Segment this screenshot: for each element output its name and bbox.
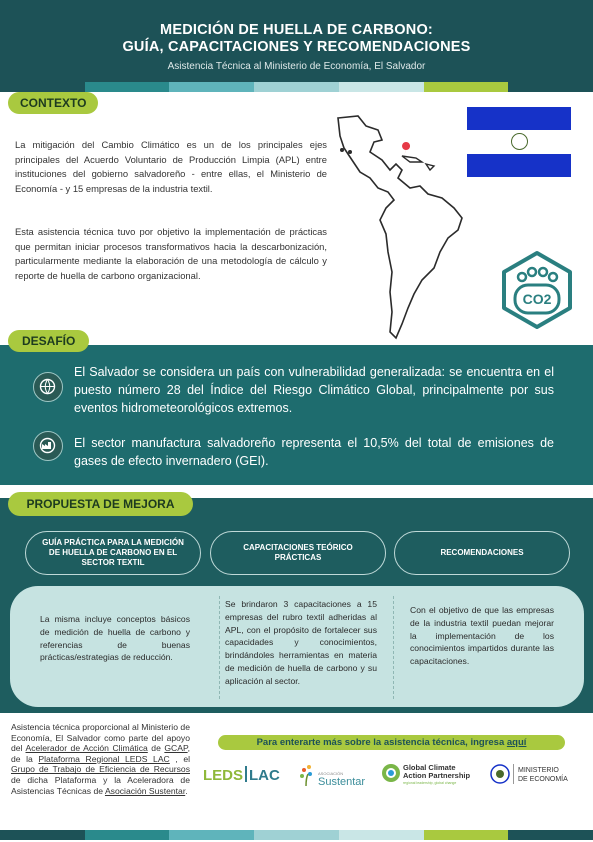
column-text-guia: La misma incluye conceptos básicos de medición de huella de carbono y referencias de buenas prácticas/estrategias de reducción. — [40, 614, 190, 663]
section-label-desafio: DESAFÍO — [8, 330, 89, 352]
section-label-propuesta: PROPUESTA DE MEJORA — [8, 492, 193, 516]
el-salvador-flag — [467, 107, 571, 177]
co2-label: CO2 — [522, 291, 552, 307]
column-heading-capacitaciones: CAPACITACIONES TEÓRICO PRÁCTICAS — [210, 531, 386, 575]
desafio-point-1: El Salvador se considera un país con vulnerabilidad generalizada: se encuentra en el puesto número 28 del Índice del Riesgo Climático Global, principalmente por sus eventos hidrometeorológicos extremos. — [74, 365, 554, 415]
gcap-logo — [380, 760, 480, 790]
ministerio-economia-logo — [489, 760, 581, 790]
page-subtitle: Asistencia Técnica al Ministerio de Economía, El Salvador — [167, 61, 426, 72]
section-label-contexto: CONTEXTO — [8, 92, 98, 114]
sustentar-logo — [296, 760, 366, 790]
header-color-strip — [0, 82, 593, 92]
column-text-capacitaciones: Se brindaron 3 capacitaciones a 15 empresas del rubro textil adheridas al APL, con el propósito de fortalecer sus capacidades y conocimientos, brindándoles herramientas en materia de medición de huella de carbono y su aplicación al sector. — [225, 599, 377, 686]
column-heading-guia: GUÍA PRÁCTICA PARA LA MEDICIÓN DE HUELLA DE CARBONO EN EL SECTOR TEXTIL — [25, 531, 201, 575]
link-grupo-trabajo[interactable]: Grupo de Trabajo de Eficiencia de Recursos — [11, 764, 190, 775]
link-acelerador[interactable]: Acelerador de Acción Climática — [25, 743, 148, 754]
link-leds-lac[interactable]: Plataforma Regional LEDS LAC — [38, 753, 170, 764]
footer-credits: Asistencia técnica proporcional al Ministerio de Economía, El Salvador como parte del apoyo del Acelerador de Acción Climática de GCAP, de la Plataforma Regional LEDS LAC , el Grupo de Trabajo de Eficiencia de Recursos de dicha Plataforma y la Aceleradora de Asistencias Técnicas de Asociación Sustentar. — [11, 722, 191, 796]
leds-lac-logo — [203, 760, 283, 790]
svg-text:MINISTERIO: MINISTERIO — [518, 767, 559, 774]
cta-banner: Para enterarte más sobre la asistencia técnica, ingresa aquí — [218, 735, 565, 750]
svg-text:LEDS: LEDS — [203, 767, 244, 784]
desafio-point-2: El sector manufactura salvadoreño representa el 10,5% del total de emisiones de gases de efecto invernadero (GEI). — [74, 436, 554, 468]
column-text-recomendaciones: Con el objetivo de que las empresas de la industria textil puedan mejorar la implementación de los conocimientos impartidos durante las capacitaciones. — [410, 605, 554, 667]
svg-text:Action Partnership: Action Partnership — [403, 771, 471, 780]
cta-link[interactable]: aquí — [506, 737, 527, 748]
contexto-paragraph-2: Esta asistencia técnica tuvo por objetivo la implementación de prácticas que permitan iniciar procesos transformativos hacia la descarbonización, particularmente mediante la elaboración de una metodología de cálculo y reporte de huella de carbono organizacional. — [15, 226, 327, 281]
coat-of-arms-icon — [511, 133, 528, 150]
factory-globe-icon — [33, 431, 63, 461]
svg-text:DE ECONOMÍA: DE ECONOMÍA — [518, 776, 568, 783]
column-divider — [219, 596, 220, 699]
link-gcap[interactable]: GCAP — [164, 743, 188, 754]
page-title-line2: GUÍA, CAPACITACIONES Y RECOMENDACIONES — [122, 39, 471, 55]
column-heading-recomendaciones: RECOMENDACIONES — [394, 531, 570, 575]
header-banner — [0, 0, 593, 82]
page-title-line1: MEDICIÓN DE HUELLA DE CARBONO: — [160, 22, 433, 38]
contexto-paragraph-1: La mitigación del Cambio Climático es un de los principales ejes principales del Acuerdo Voluntario de Producción Limpia (APL) entre instituciones del gobierno salvadoreño - entre ellas, el Ministerio de Economía - y 15 empresas de la industria textil. — [15, 139, 327, 194]
link-asociacion-sustentar[interactable]: Asociación Sustentar — [104, 785, 186, 796]
location-pin-icon — [402, 142, 410, 156]
globe-climate-icon — [33, 372, 63, 402]
latin-america-map — [330, 112, 480, 342]
svg-text:Global Climate: Global Climate — [403, 763, 456, 772]
svg-text:Sustentar: Sustentar — [318, 776, 366, 788]
svg-text:ASOCIACIÓN: ASOCIACIÓN — [318, 771, 344, 776]
footer-color-strip — [0, 830, 593, 840]
co2-footprint-icon — [497, 250, 577, 330]
column-divider — [393, 596, 394, 699]
svg-text:LAC: LAC — [249, 767, 280, 784]
svg-text:regional leadership, global ch: regional leadership, global change — [403, 781, 457, 785]
